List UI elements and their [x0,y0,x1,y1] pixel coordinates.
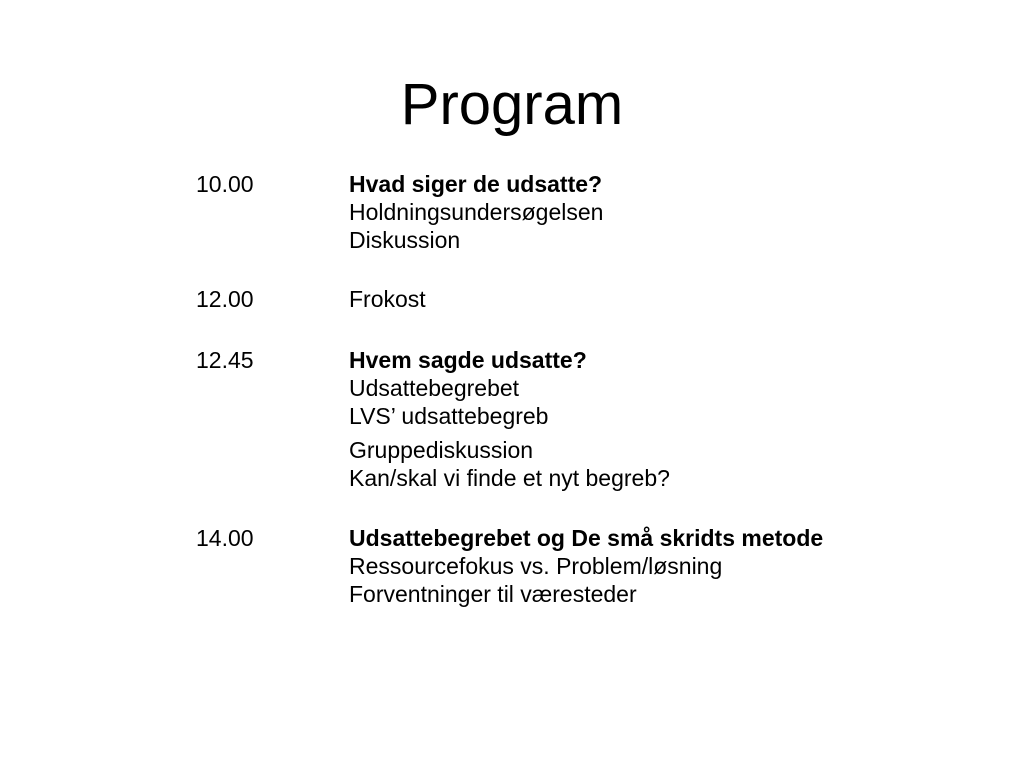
agenda-lines [349,285,989,313]
agenda-time: 14.00 [196,525,254,551]
agenda-line: Frokost [349,286,426,312]
agenda-line: Forventninger til væresteder [349,581,637,607]
agenda-line: LVS’ udsattebegreb [349,403,549,429]
agenda-line: Ressourcefokus vs. Problem/løsning [349,553,723,579]
agenda-lines [349,346,989,492]
agenda-lines [349,170,989,254]
agenda-line: Diskussion [349,227,461,253]
agenda-line: Udsattebegrebet [349,375,520,401]
agenda-heading: Hvad siger de udsatte? [349,171,603,197]
agenda-time: 12.45 [196,347,254,373]
slide-title: Program [400,72,624,137]
agenda-lines [349,524,989,608]
agenda-time: 10.00 [196,171,254,197]
agenda-line: Holdningsundersøgelsen [349,199,604,225]
agenda-line: Kan/skal vi finde et nyt begreb? [349,465,670,491]
agenda-line: Gruppediskussion [349,437,534,463]
agenda-heading: Hvem sagde udsatte? [349,347,587,373]
agenda-time: 12.00 [196,286,254,312]
agenda-heading: Udsattebegrebet og De små skridts metode [349,525,824,551]
